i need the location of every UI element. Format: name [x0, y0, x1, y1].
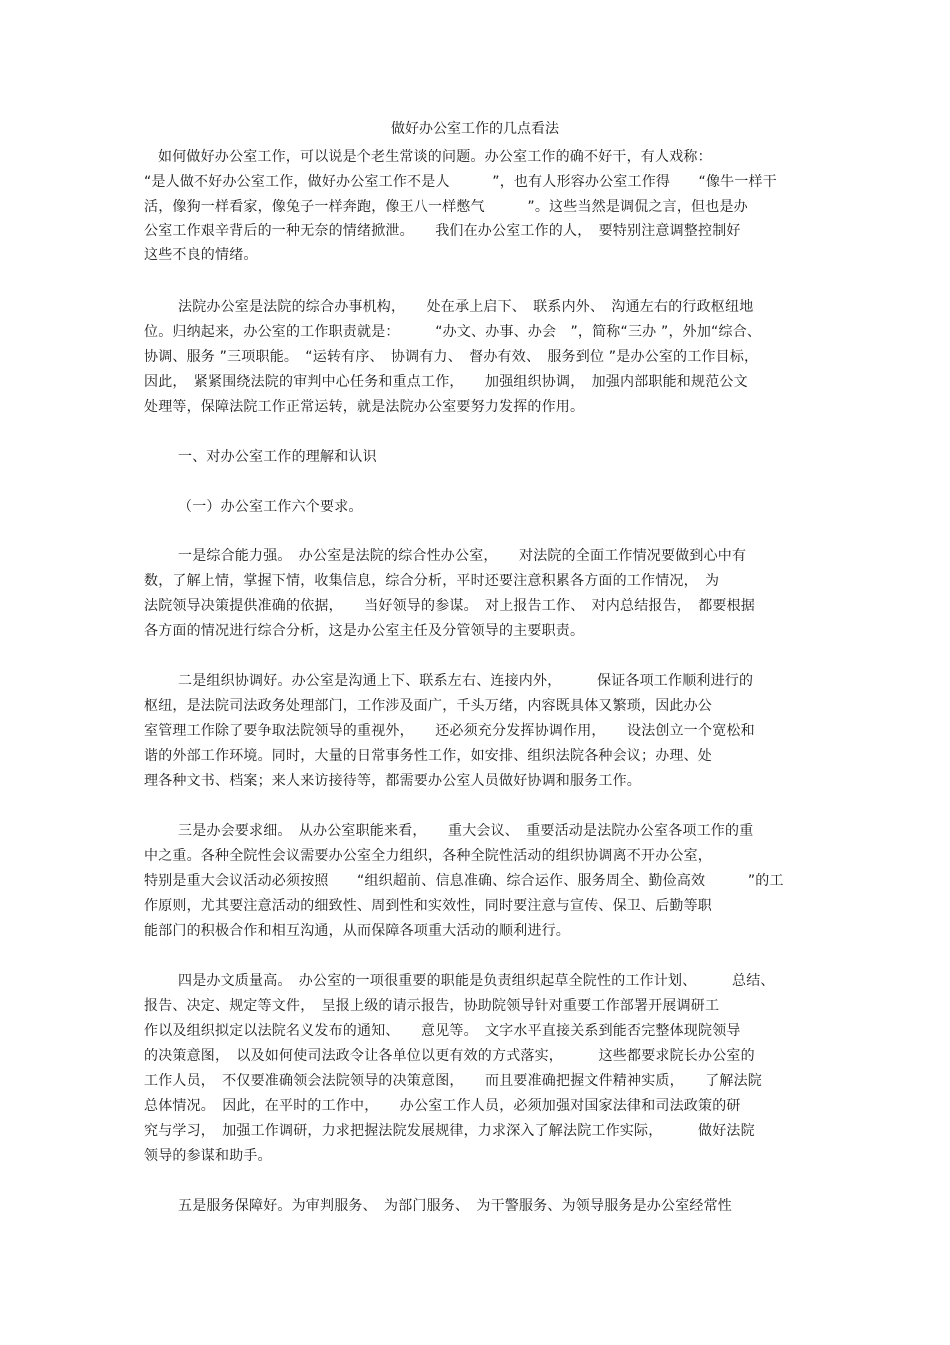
- paragraph-line: 报告、决定、规定等文件， 呈报上级的请示报告，协助院领导针对重要工作部署开展调研工: [144, 998, 720, 1014]
- paragraph-line: 特别是重大会议活动必须按照 “组织超前、信息准确、综合运作、服务周全、勤俭高效 ”的工: [144, 873, 784, 889]
- paragraph-line: 协调、服务 ”三项职能。 “运转有序、 协调有力、 督办有效、 服务到位 ”是办公室的工作目标，: [144, 349, 759, 365]
- paragraph-line: 数，了解上情，掌握下情，收集信息，综合分析，平时还要注意积累各方面的工作情况， 为: [144, 573, 720, 589]
- paragraph-line: 活，像狗一样看家，像兔子一样奔跑，像王八一样憋气 ”。这些当然是调侃之言，但也是办: [144, 199, 748, 215]
- paragraph-line: 中之重。各种全院性会议需要办公室全力组织，各种全院性活动的组织协调离不开办公室，: [144, 848, 712, 864]
- paragraph-line: 究与学习， 加强工作调研，力求把握法院发展规律，力求深入了解法院工作实际， 做好法院: [144, 1123, 755, 1139]
- paragraph-line: 理各种文书、档案；来人来访接待等，都需要办公室人员做好协调和服务工作。: [144, 773, 641, 789]
- paragraph-line: （一）办公室工作六个要求。: [178, 499, 363, 515]
- paragraph-line: 一、对办公室工作的理解和认识: [178, 449, 377, 465]
- paragraph-line: 一是综合能力强。 办公室是法院的综合性办公室， 对法院的全面工作情况要做到心中有: [178, 548, 747, 564]
- paragraph-line: 位。归纳起来，办公室的工作职责就是： “办文、办事、办会 ”，简称“三办 ”，外加“综合、: [144, 324, 762, 340]
- paragraph-line: 四是办文质量高。 办公室的一项很重要的职能是负责组织起草全院性的工作计划、 总结、: [178, 973, 775, 989]
- paragraph-line: 领导的参谋和助手。: [144, 1148, 272, 1164]
- paragraph-line: 法院领导决策提供准确的依据， 当好领导的参谋。 对上报告工作、 对内总结报告， 都要根据: [144, 598, 755, 614]
- paragraph-line: 枢纽，是法院司法政务处理部门，工作涉及面广，千头万绪，内容既具体又繁琐，因此办公: [144, 698, 712, 714]
- paragraph-line: 作以及组织拟定以法院名义发布的通知、 意见等。 文字水平直接关系到能否完整体现院领导: [144, 1023, 741, 1039]
- paragraph-line: 法院办公室是法院的综合办事机构， 处在承上启下、 联系内外、 沟通左右的行政枢纽地: [178, 299, 754, 315]
- paragraph-line: 工作人员， 不仅要准确领会法院领导的决策意图， 而且要准确把握文件精神实质， 了解法院: [144, 1073, 762, 1089]
- paragraph-line: 作原则，尤其要注意活动的细致性、周到性和实效性，同时要注意与宣传、保卫、后勤等职: [144, 898, 712, 914]
- paragraph-line: 能部门的积极合作和相互沟通，从而保障各项重大活动的顺利进行。: [144, 923, 570, 939]
- paragraph-line: 这些不良的情绪。: [144, 247, 258, 263]
- document-title: 做好办公室工作的几点看法: [391, 121, 559, 137]
- paragraph-line: 的决策意图， 以及如何使司法政令让各单位以更有效的方式落实， 这些都要求院长办公室的: [144, 1048, 755, 1064]
- paragraph-line: 总体情况。 因此，在平时的工作中， 办公室工作人员，必须加强对国家法律和司法政策的研: [144, 1098, 741, 1114]
- paragraph-line: 因此， 紧紧围绕法院的审判中心任务和重点工作， 加强组织协调， 加强内部职能和规范公文: [144, 374, 748, 390]
- paragraph-line: 公室工作艰辛背后的一种无奈的情绪掀泄。 我们在办公室工作的人， 要特别注意调整控制好: [144, 223, 741, 239]
- paragraph-line: “是人做不好办公室工作，做好办公室工作不是人 ”，也有人形容办公室工作得 “像牛一样干: [144, 174, 777, 190]
- paragraph-line: 如何做好办公室工作，可以说是个老生常谈的问题。办公室工作的确不好干，有人戏称：: [158, 149, 712, 165]
- paragraph-line: 处理等，保障法院工作正常运转，就是法院办公室要努力发挥的作用。: [144, 399, 585, 415]
- paragraph-line: 室管理工作除了要争取法院领导的重视外， 还必须充分发挥协调作用， 设法创立一个宽松和: [144, 723, 755, 739]
- paragraph-line: 五是服务保障好。为审判服务、 为部门服务、 为干警服务、为领导服务是办公室经常性: [178, 1198, 732, 1214]
- paragraph-line: 二是组织协调好。办公室是沟通上下、联系左右、连接内外， 保证各项工作顺利进行的: [178, 673, 754, 689]
- paragraph-line: 三是办会要求细。 从办公室职能来看， 重大会议、 重要活动是法院办公室各项工作的重: [178, 823, 754, 839]
- paragraph-line: 各方面的情况进行综合分析，这是办公室主任及分管领导的主要职责。: [144, 623, 585, 639]
- paragraph-line: 谐的外部工作环境。同时，大量的日常事务性工作，如安排、组织法院各种会议；办理、处: [144, 748, 712, 764]
